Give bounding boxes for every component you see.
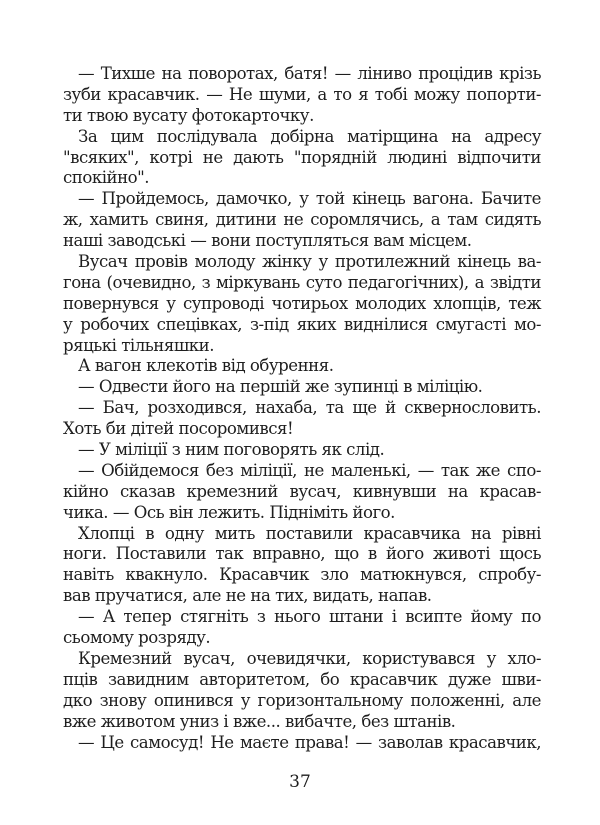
text-line: вав пручатися, але не на тих, видать, напав.	[63, 586, 432, 606]
text-line: зуби красавчик. — Не шуми, а то я тобі можу попорти-	[63, 84, 541, 104]
text-line: кійно сказав кремезний вусач, кивнувши на красав-	[63, 481, 541, 501]
text-line: гона (очевидно, з міркувань суто педагогічних), а звідти	[63, 272, 541, 292]
text-line: пців завидним авторитетом, бо красавчик дуже шви-	[63, 669, 541, 689]
text-line: чика. — Ось він лежить. Підніміть його.	[63, 502, 395, 522]
text-line: Хоть би дітей посоромився!	[63, 419, 294, 439]
page-number: 37	[289, 772, 311, 792]
text-line: навіть квакнуло. Красавчик зло матюкнувся, спробу-	[63, 565, 541, 585]
text-line: повернувся у супроводі чотирьох молодих хлопців, теж	[63, 293, 541, 313]
text-line: дко знову опинився у горизонтальному положенні, але	[63, 690, 541, 710]
text-line: А вагон клекотів від обурення.	[78, 356, 334, 376]
text-line: спокійно".	[63, 168, 150, 188]
text-line: — Це самосуд! Не маєте права! — заволав красавчик,	[78, 732, 541, 752]
page-body-text	[63, 64, 541, 753]
text-line: — Обійдемося без міліції, не маленькі, — так же спо-	[78, 460, 541, 480]
text-line: у робочих спецівках, з-під яких виднілися смугасті мо-	[63, 314, 541, 334]
text-line: Вусач провів молоду жінку у протилежний кінець ва-	[78, 252, 541, 272]
text-line: вже животом униз і вже... вибачте, без штанів.	[63, 711, 456, 731]
text-line: — Тихше на поворотах, батя! — ліниво процідив крізь	[78, 64, 541, 83]
text-line: Кремезний вусач, очевидячки, користувався у хло-	[78, 648, 541, 668]
text-line: — Одвести його на першій же зупинці в міліцію.	[78, 377, 483, 397]
text-line: — Бач, розходився, нахаба, та ще й сквернословить.	[78, 398, 541, 418]
text-line: — А тепер стягніть з нього штани і всипте йому по	[78, 607, 541, 627]
text-line: Хлопці в одну мить поставили красавчика на рівні	[78, 523, 541, 543]
text-line: — У міліції з ним поговорять як слід.	[78, 440, 385, 460]
text-line: наші заводські — вони поступляться вам місцем.	[63, 231, 472, 251]
text-line: сьомому розряду.	[63, 628, 211, 648]
text-line: "всяких", котрі не дають "порядній людині відпочити	[63, 147, 541, 167]
text-line: За цим послідувала добірна матірщина на адресу	[78, 126, 541, 146]
text-line: ж, хамить свиня, дитини не соромлячись, а там сидять	[63, 210, 541, 230]
text-line: ряцькі тільняшки.	[63, 335, 214, 355]
text-line: ноги. Поставили так вправно, що в його животі щось	[63, 544, 541, 564]
text-line: — Пройдемось, дамочко, у той кінець вагона. Бачите	[78, 189, 541, 209]
text-line: ти твою вусату фотокарточку.	[63, 105, 314, 125]
